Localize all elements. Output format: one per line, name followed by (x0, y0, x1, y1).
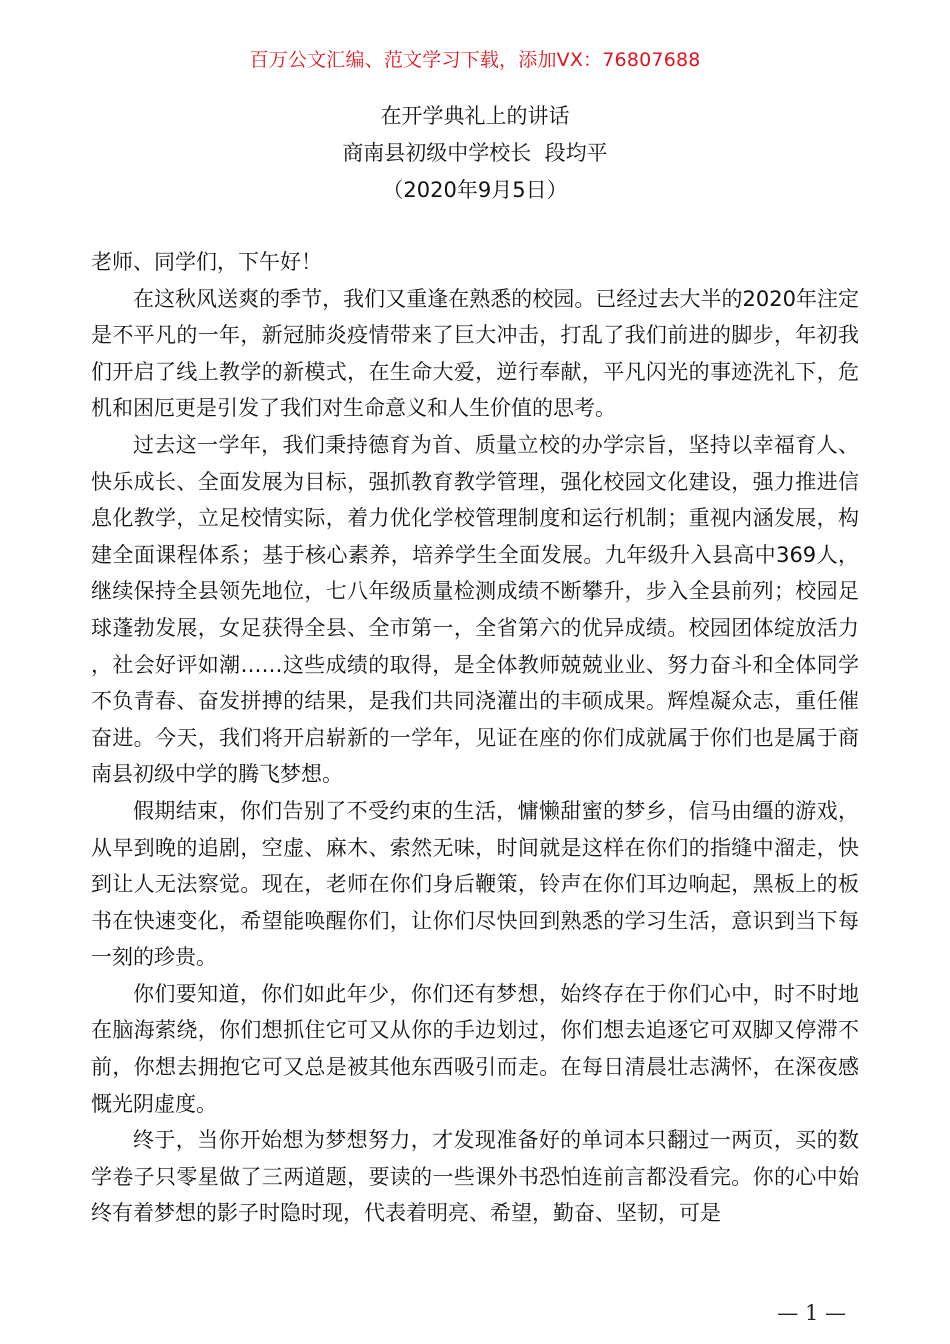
paragraph: 过去这一学年，我们秉持德育为首、质量立校的办学宗旨，坚持以幸福育人、快乐成长、全面发展为目标，强抓教育教学管理，强化校园文化建设，强力推进信息化教学，立足校情实际，着力优化学校管理制度和运行机制；重视内涵发展，构建全面课程体系；基于核心素养，培养学生全面发展。九年级升入县高中369人，继续保持全县领先地位，七八年级质量检测成绩不断攀升，步入全县前列；校园足球蓬勃发展，女足获得全县、全市第一，全省第六的优异成绩。校园团体绽放活力，社会好评如潮……这些成绩的取得，是全体教师兢兢业业、努力奋斗和全体同学不负青春、奋发拼搏的结果，是我们共同浇灌出的丰硕成果。辉煌凝众志，重任催奋进。今天，我们将开启崭新的一学年，见证在座的你们成就属于你们也是属于商南县初级中学的腾飞梦想。 (91, 432, 859, 787)
speech-date: （2020年9月5日） (382, 178, 568, 202)
page-number: — 1 — (777, 1301, 846, 1325)
paragraph: 在这秋风送爽的季节，我们又重逢在熟悉的校园。已经过去大半的2020年注定是不平凡的一年，新冠肺炎疫情带来了巨大冲击，打乱了我们前进的脚步，年初我们开启了线上教学的新模式，在生命大爱，逆行奉献，平凡闪光的事迹洗礼下，危机和困厄更是引发了我们对生命意义和人生价值的思考。 (91, 286, 859, 421)
title-block (0, 98, 950, 209)
speech-body (91, 244, 859, 1232)
paragraph: 你们要知道，你们如此年少，你们还有梦想，始终存在于你们心中，时不时地在脑海萦绕，你们想抓住它可又从你的手边划过，你们想去追逐它可双脚又停滞不前，你想去拥抱它可又总是被其他东西吸引而走。在每日清晨壮志满怀，在深夜感慨光阴虚度。 (91, 981, 859, 1116)
header-promo-note: 百万公文汇编、范文学习下载，添加VX：76807688 (249, 49, 701, 71)
salutation: 老师、同学们，下午好！ (91, 250, 322, 274)
speech-author: 商南县初级中学校长 段均平 (342, 141, 608, 165)
speech-title: 在开学典礼上的讲话 (380, 104, 570, 128)
paragraph: 假期结束，你们告别了不受约束的生活，慵懒甜蜜的梦乡，信马由缰的游戏，从早到晚的追剧，空虚、麻木、索然无味，时间就是这样在你们的指缝中溜走，快到让人无法察觉。现在，老师在你们身后鞭策，铃声在你们耳边响起，黑板上的板书在快速变化，希望能唤醒你们，让你们尽快回到熟悉的学习生活，意识到当下每一刻的珍贵。 (91, 798, 859, 970)
paragraph: 终于，当你开始想为梦想努力，才发现准备好的单词本只翻过一两页，买的数学卷子只零星做了三两道题，要读的一些课外书恐怕连前言都没看完。你的心中始终有着梦想的影子时隐时现，代表着明亮、希望，勤奋、坚韧，可是 (91, 1128, 859, 1226)
